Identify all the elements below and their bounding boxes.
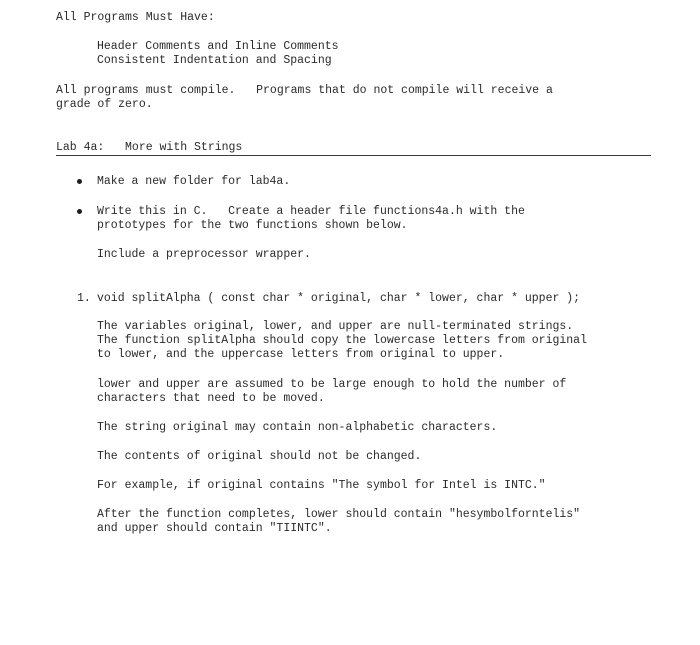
compile-note-line-2: grade of zero.	[56, 98, 153, 111]
bullet-dot-icon	[77, 209, 82, 214]
item-1-para-1-line-2: The function splitAlpha should copy the lowercase letters from original	[97, 334, 587, 347]
requirement-comments: Header Comments and Inline Comments	[97, 40, 339, 53]
item-1-para-2-line-1: lower and upper are assumed to be large enough to hold the number of	[97, 378, 567, 391]
bullet-1-text: Make a new folder for lab4a.	[97, 175, 291, 188]
item-1-para-1-line-1: The variables original, lower, and upper are null-terminated strings.	[97, 320, 574, 333]
item-1-para-6-line-2: and upper should contain "TIINTC".	[97, 522, 332, 535]
item-1-para-1-line-3: to lower, and the uppercase letters from original to upper.	[97, 348, 505, 361]
requirement-indentation: Consistent Indentation and Spacing	[97, 54, 332, 67]
lab-title: Lab 4a: More with Strings	[56, 141, 243, 154]
item-1-para-3: The string original may contain non-alphabetic characters.	[97, 421, 498, 434]
item-1-para-2-line-2: characters that need to be moved.	[97, 392, 325, 405]
item-1-signature: void splitAlpha ( const char * original, char * lower, char * upper );	[97, 292, 581, 305]
item-1-number: 1.	[77, 292, 91, 305]
bullet-dot-icon	[77, 179, 82, 184]
requirements-heading: All Programs Must Have:	[56, 11, 215, 24]
include-wrapper-note: Include a preprocessor wrapper.	[97, 248, 311, 261]
item-1-para-5: For example, if original contains "The symbol for Intel is INTC."	[97, 479, 546, 492]
section-divider	[56, 155, 651, 156]
bullet-2-text-line-1: Write this in C. Create a header file functions4a.h with the	[97, 205, 525, 218]
item-1-para-6-line-1: After the function completes, lower should contain "hesymbolforntelis"	[97, 508, 581, 521]
compile-note-line-1: All programs must compile. Programs that do not compile will receive a	[56, 84, 553, 97]
bullet-2-text-line-2: prototypes for the two functions shown below.	[97, 219, 408, 232]
item-1-para-4: The contents of original should not be changed.	[97, 450, 422, 463]
